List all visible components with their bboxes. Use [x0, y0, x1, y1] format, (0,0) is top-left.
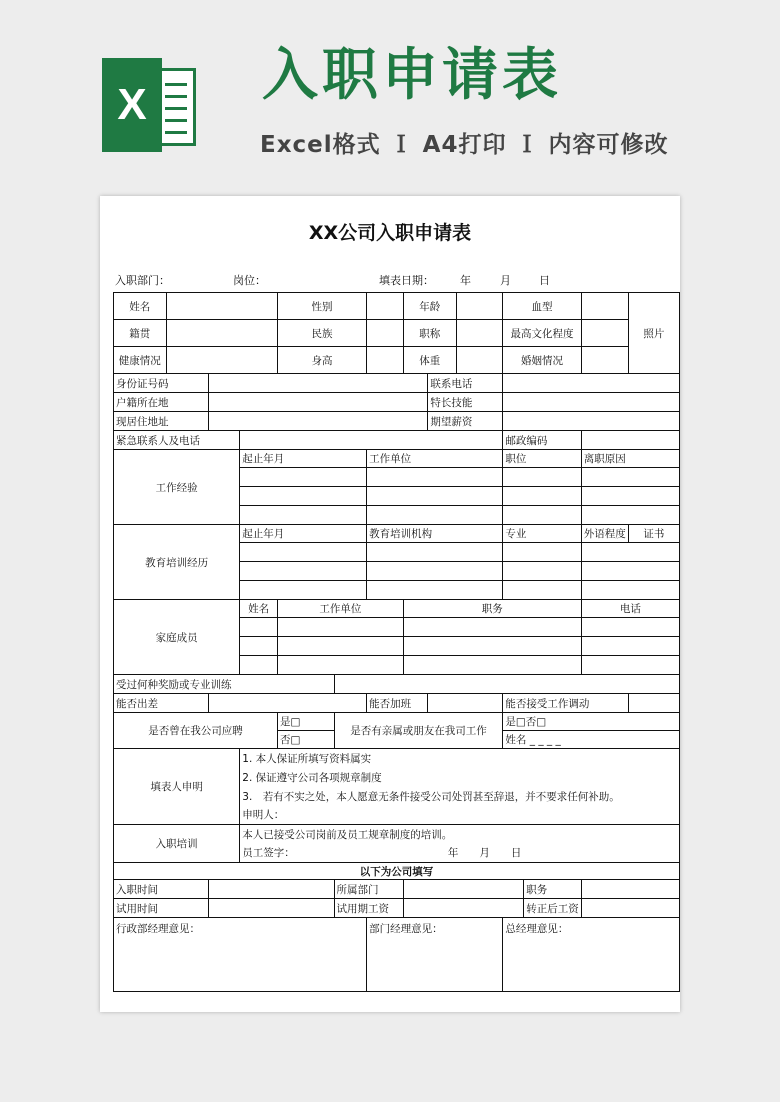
edu-cell[interactable] — [503, 543, 581, 562]
family-header-phone: 电话 — [581, 600, 679, 618]
emergency-field[interactable] — [240, 431, 503, 450]
transfer-field[interactable] — [628, 694, 679, 713]
salary-label: 期望薪资 — [428, 412, 503, 431]
edu-cell[interactable] — [367, 562, 503, 581]
hukou-label: 户籍所在地 — [114, 393, 209, 412]
work-cell[interactable] — [240, 506, 367, 525]
dept-opinion[interactable]: 部门经理意见： — [367, 918, 503, 992]
dept2-field[interactable] — [403, 880, 523, 899]
edu-cell[interactable] — [367, 581, 503, 600]
relatives-yesno-checkbox[interactable]: 是□否□ — [503, 713, 680, 731]
post-label: 岗位： — [233, 274, 266, 287]
height-field[interactable] — [367, 347, 404, 374]
skills-field[interactable] — [503, 393, 680, 412]
work-cell[interactable] — [367, 487, 503, 506]
edu-header-institution: 教育培训机构 — [367, 525, 503, 543]
edu-section-label: 教育培训经历 — [114, 525, 240, 600]
overtime-field[interactable] — [428, 694, 503, 713]
document-title: XX公司入职申请表 — [308, 222, 472, 244]
marital-field[interactable] — [581, 347, 628, 374]
family-header-duty: 职务 — [403, 600, 581, 618]
postcode-label: 邮政编码 — [503, 431, 581, 450]
family-header-name: 姓名 — [240, 600, 278, 618]
transfer-label: 能否接受工作调动 — [503, 694, 628, 713]
fill-date-label: 填表日期： — [379, 274, 434, 287]
family-cell[interactable] — [240, 637, 278, 656]
gender-field[interactable] — [367, 293, 404, 320]
age-field[interactable] — [456, 293, 503, 320]
family-cell[interactable] — [581, 637, 679, 656]
health-label: 健康情况 — [114, 347, 167, 374]
marital-label: 婚姻情况 — [503, 347, 581, 374]
edu-cell[interactable] — [240, 581, 367, 600]
edu-cell[interactable] — [581, 581, 679, 600]
phone-label: 联系电话 — [428, 374, 503, 393]
statement-line-2: 2. 保证遵守公司各项规章制度 — [240, 768, 680, 787]
excel-icon — [102, 58, 198, 152]
statement-label: 填表人申明 — [114, 749, 240, 825]
trial-period-label: 试用时间 — [114, 899, 209, 918]
work-header-company: 工作单位 — [367, 450, 503, 468]
blood-field[interactable] — [581, 293, 628, 320]
postcode-field[interactable] — [581, 431, 679, 450]
excel-logo-letter: X — [102, 58, 162, 152]
document-page — [100, 196, 680, 1012]
trial-salary-field[interactable] — [403, 899, 523, 918]
work-header-reason: 离职原因 — [581, 450, 679, 468]
training-date-text: 年 月 日 — [447, 847, 522, 860]
hire-date-field[interactable] — [208, 880, 334, 899]
training-date[interactable] — [428, 844, 680, 863]
dept2-label: 所属部门 — [334, 880, 403, 899]
family-section-label: 家庭成员 — [114, 600, 240, 675]
day-label: 日 — [539, 274, 550, 287]
edu-header-certificate: 证书 — [628, 525, 679, 543]
work-cell[interactable] — [581, 506, 679, 525]
hr-opinion[interactable]: 行政部经理意见： — [114, 918, 367, 992]
edu-cell[interactable] — [581, 543, 679, 562]
work-cell[interactable] — [503, 468, 581, 487]
work-header-period: 起止年月 — [240, 450, 367, 468]
edu-level-label: 最高文化程度 — [503, 320, 581, 347]
travel-field[interactable] — [208, 694, 366, 713]
work-cell[interactable] — [240, 487, 367, 506]
blood-label: 血型 — [503, 293, 581, 320]
address-label: 现居住地址 — [114, 412, 209, 431]
skills-label: 特长技能 — [428, 393, 503, 412]
statement-line-1: 1. 本人保证所填写资料属实 — [240, 749, 680, 768]
regular-salary-field[interactable] — [581, 899, 679, 918]
age-label: 年龄 — [403, 293, 456, 320]
work-cell[interactable] — [581, 487, 679, 506]
ethnic-field[interactable] — [367, 320, 404, 347]
work-cell[interactable] — [503, 506, 581, 525]
title-label: 职称 — [403, 320, 456, 347]
weight-field[interactable] — [456, 347, 503, 374]
applied-yes-checkbox[interactable]: 是□ — [277, 713, 334, 731]
idno-field[interactable] — [208, 374, 428, 393]
family-cell[interactable] — [277, 637, 403, 656]
banner-subtitle: Excel格式 Ｉ A4打印 Ｉ 内容可修改 — [260, 132, 669, 158]
work-cell[interactable] — [503, 487, 581, 506]
family-cell[interactable] — [240, 656, 278, 675]
applied-question: 是否曾在我公司应聘 — [114, 713, 278, 749]
emergency-label: 紧急联系人及电话 — [114, 431, 240, 450]
position-label: 职务 — [524, 880, 582, 899]
applied-no-checkbox[interactable]: 否□ — [277, 731, 334, 749]
hire-date-label: 入职时间 — [114, 880, 209, 899]
relatives-name-field[interactable]: 姓名 _ _ _ _ — [503, 731, 680, 749]
dept-label: 入职部门： — [115, 274, 170, 287]
application-form — [113, 292, 680, 992]
phone-field[interactable] — [503, 374, 680, 393]
hukou-field[interactable] — [208, 393, 428, 412]
trial-salary-label: 试用期工资 — [334, 899, 403, 918]
title-field[interactable] — [456, 320, 503, 347]
edu-cell[interactable] — [503, 581, 581, 600]
work-section-label: 工作经验 — [114, 450, 240, 525]
name-field[interactable] — [166, 293, 277, 320]
work-cell[interactable] — [581, 468, 679, 487]
edu-cell[interactable] — [240, 543, 367, 562]
family-cell[interactable] — [403, 656, 581, 675]
edu-cell[interactable] — [581, 562, 679, 581]
work-cell[interactable] — [240, 468, 367, 487]
edu-cell[interactable] — [367, 543, 503, 562]
family-cell[interactable] — [277, 618, 403, 637]
name-label: 姓名 — [114, 293, 167, 320]
awards-label: 受过何种奖励或专业训练 — [114, 675, 335, 694]
family-cell[interactable] — [403, 618, 581, 637]
family-cell[interactable] — [277, 656, 403, 675]
company-section-header: 以下为公司填写 — [114, 863, 680, 880]
relatives-question: 是否有亲属或朋友在我司工作 — [334, 713, 503, 749]
work-cell[interactable] — [367, 468, 503, 487]
training-line-1: 本人已接受公司岗前及员工规章制度的培训。 — [240, 825, 680, 844]
native-label: 籍贯 — [114, 320, 167, 347]
overtime-label: 能否加班 — [367, 694, 428, 713]
native-field[interactable] — [166, 320, 277, 347]
salary-field[interactable] — [503, 412, 680, 431]
edu-level-field[interactable] — [581, 320, 628, 347]
edu-cell[interactable] — [240, 562, 367, 581]
edu-header-language: 外语程度 — [581, 525, 628, 543]
month-label: 月 — [500, 274, 511, 287]
banner-title: 入职申请表 — [262, 43, 562, 108]
work-header-position: 职位 — [503, 450, 581, 468]
idno-label: 身份证号码 — [114, 374, 209, 393]
gm-opinion[interactable]: 总经理意见： — [503, 918, 680, 992]
statement-signer[interactable]: 申明人： — [240, 806, 680, 825]
photo-box[interactable]: 照片 — [628, 293, 679, 374]
ethnic-label: 民族 — [277, 320, 366, 347]
address-field[interactable] — [208, 412, 428, 431]
edu-header-major: 专业 — [503, 525, 581, 543]
edu-cell[interactable] — [503, 562, 581, 581]
trial-period-field[interactable] — [208, 899, 334, 918]
regular-salary-label: 转正后工资 — [524, 899, 582, 918]
awards-field[interactable] — [334, 675, 679, 694]
travel-label: 能否出差 — [114, 694, 209, 713]
year-label: 年 — [460, 274, 471, 287]
health-field[interactable] — [166, 347, 277, 374]
family-header-company: 工作单位 — [277, 600, 403, 618]
family-cell[interactable] — [581, 656, 679, 675]
position-field[interactable] — [581, 880, 679, 899]
height-label: 身高 — [277, 347, 366, 374]
family-cell[interactable] — [403, 637, 581, 656]
weight-label: 体重 — [403, 347, 456, 374]
edu-header-period: 起止年月 — [240, 525, 367, 543]
statement-line-3: 3. 若有不实之处，本人愿意无条件接受公司处罚甚至辞退，并不要求任何补助。 — [240, 787, 680, 806]
gender-label: 性别 — [277, 293, 366, 320]
work-cell[interactable] — [367, 506, 503, 525]
training-label: 入职培训 — [114, 825, 240, 863]
training-signature[interactable]: 员工签字： — [240, 844, 428, 863]
family-cell[interactable] — [581, 618, 679, 637]
family-cell[interactable] — [240, 618, 278, 637]
